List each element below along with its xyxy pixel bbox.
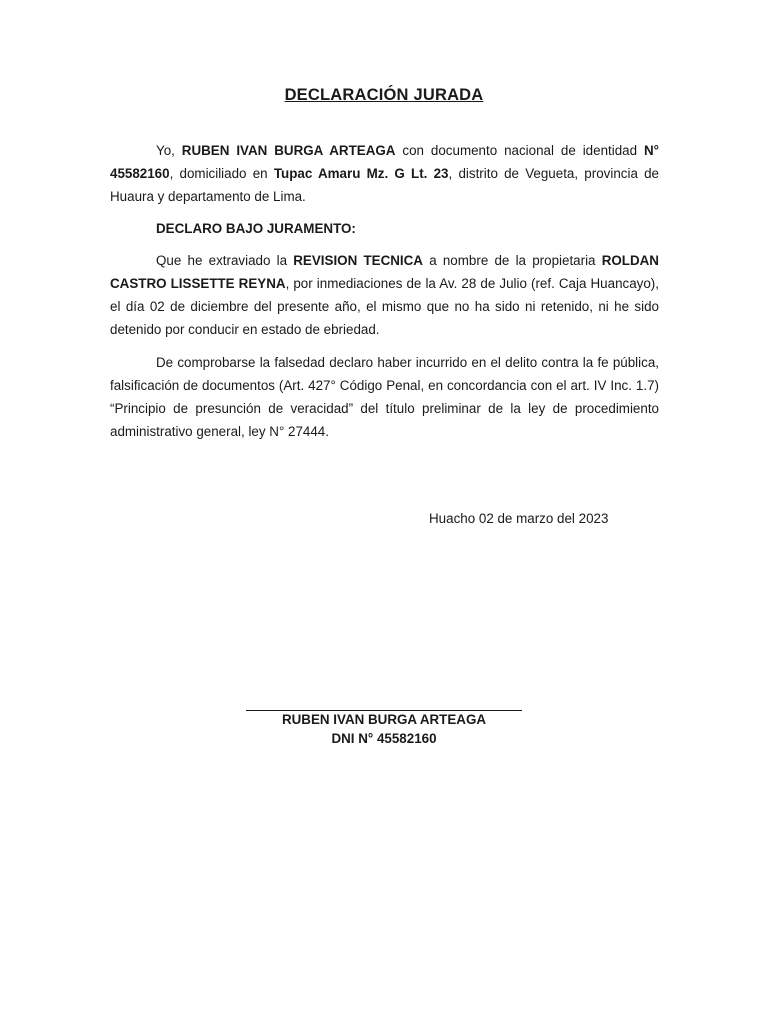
paragraph-oath-heading: [110, 217, 659, 240]
signature-name: RUBEN IVAN BURGA ARTEAGA: [281, 712, 487, 727]
declarant-dni: N° 45582160: [110, 143, 660, 181]
p1-text-2: con documento nacional de identidad: [395, 143, 644, 158]
oath-heading: DECLARO BAJO JURAMENTO:: [156, 221, 356, 236]
paragraph-legal: [110, 351, 659, 443]
document-body: [110, 139, 659, 443]
p1-text-4: , distrito de Vegueta, provincia de Huaura y departamento de Lima.: [110, 166, 660, 204]
document-date: Huacho 02 de marzo del 2023: [429, 511, 609, 526]
lost-document: REVISION TECNICA: [293, 253, 423, 268]
signature-dni: DNI N° 45582160: [331, 731, 437, 746]
p3-text-1: Que he extraviado la: [156, 253, 294, 268]
document-title: DECLARACIÓN JURADA: [284, 86, 484, 104]
paragraph-statement: [110, 249, 659, 341]
p3-text-2: a nombre de la propietaria: [422, 253, 602, 268]
p1-text-3: , domiciliado en: [169, 166, 274, 181]
p4-text-1: De comprobarse la falsedad declaro haber incurrido en el delito contra la fe pública, falsificación de documentos (Art. 427° Código Penal, en concordancia con el art. IV Inc. 1.7) “Principio de presunción de veracidad” del título preliminar de la ley de procedimiento administrativo general, ley N° 27444.: [110, 355, 659, 439]
declarant-name: RUBEN IVAN BURGA ARTEAGA: [181, 143, 396, 158]
p3-text-3: , por inmediaciones de la Av. 28 de Julio (ref. Caja Huancayo), el día 02 de diciembre del presente año, el mismo que no ha sido ni retenido, ni he sido detenido por conducir en estado de ebriedad.: [110, 276, 659, 337]
declarant-address: Tupac Amaru Mz. G Lt. 23: [273, 166, 449, 181]
paragraph-identity: [110, 139, 659, 208]
owner-name: ROLDAN CASTRO LISSETTE REYNA: [110, 253, 659, 291]
p1-text-1: Yo,: [156, 143, 182, 158]
